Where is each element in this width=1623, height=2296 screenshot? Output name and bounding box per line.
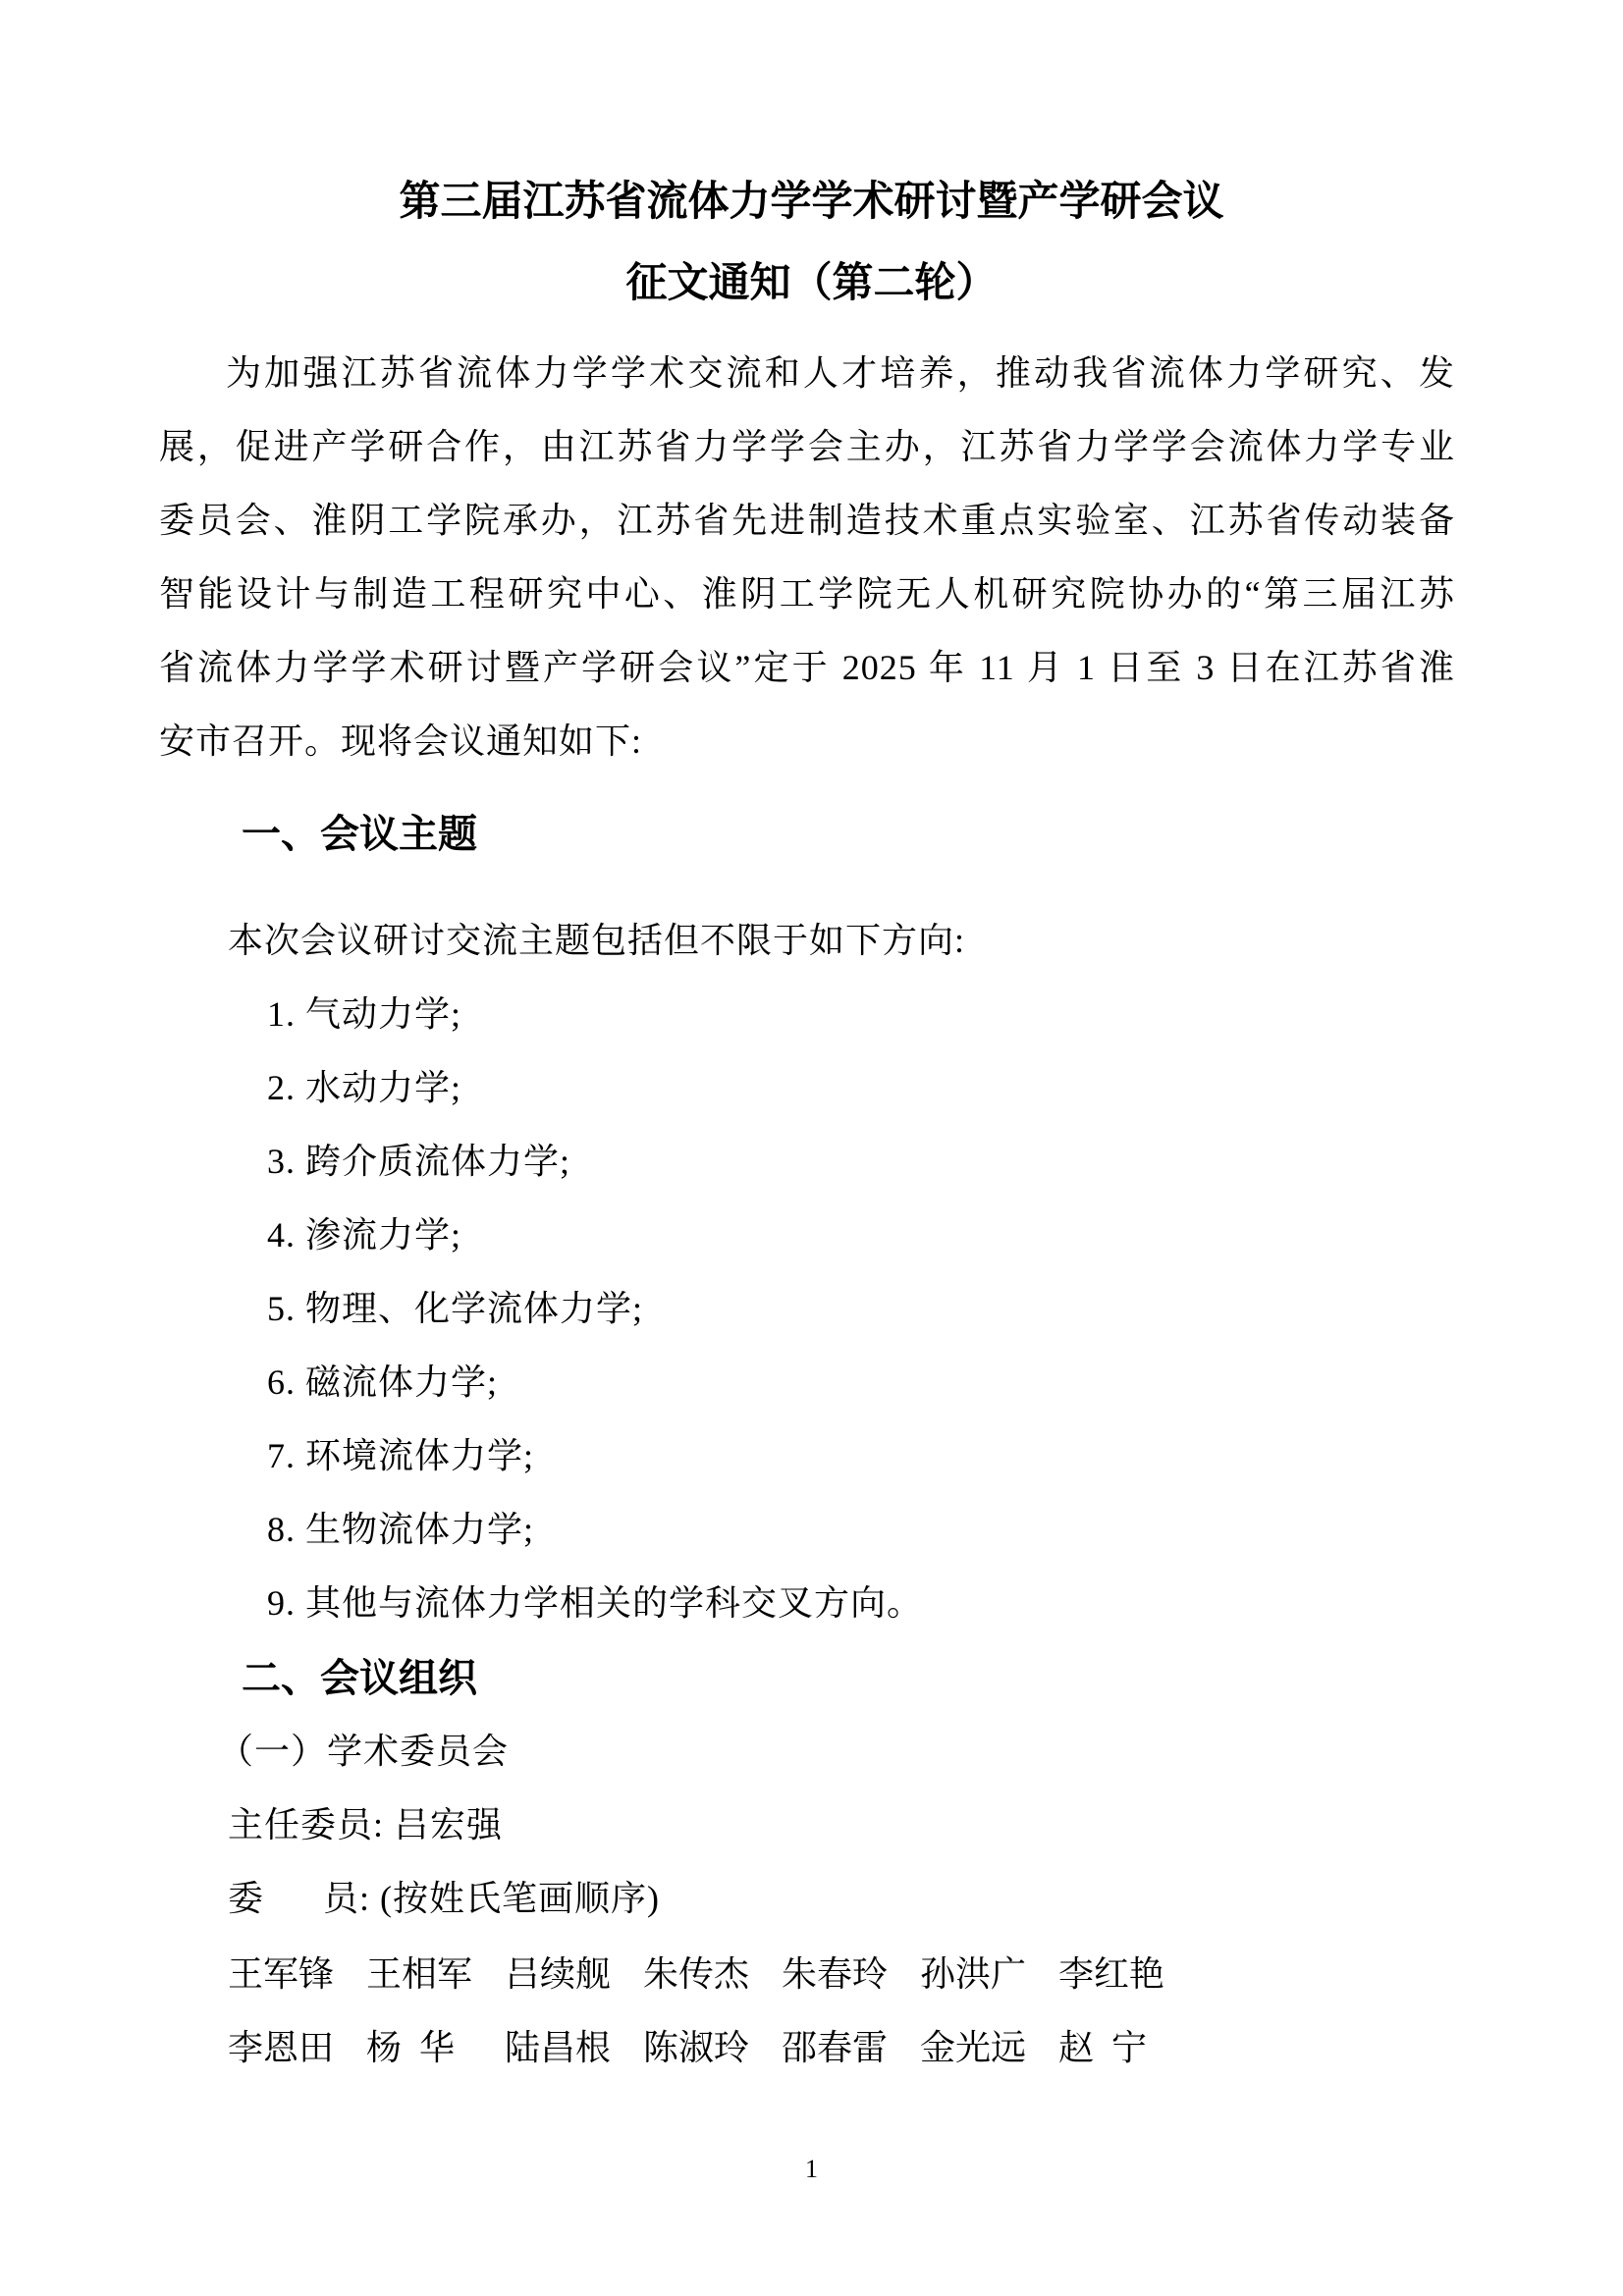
page-number: 1 (805, 2155, 818, 2183)
topics-lead: 本次会议研讨交流主题包括但不限于如下方向: (228, 921, 966, 960)
intro-line: 展，促进产学研合作，由江苏省力学学会主办，江苏省力学学会流体力学专业 (159, 427, 1455, 466)
committee-members-label: 委 员: (按姓氏笔画顺序) (228, 1879, 660, 1918)
member-name: 赵 宁 (1058, 2028, 1148, 2067)
member-name: 朱传杰 (643, 1954, 750, 1994)
topic-item: 7. 环境流体力学; (267, 1436, 535, 1475)
topic-item: 4. 渗流力学; (267, 1215, 462, 1255)
member-name: 陈淑玲 (643, 2028, 750, 2067)
intro-line: 智能设计与制造工程研究中心、淮阴工学院无人机研究院协办的“第三届江苏 (159, 574, 1455, 614)
members-row-1 (228, 1947, 1197, 1997)
member-name: 李红艳 (1058, 1954, 1165, 1994)
document-title: 第三届江苏省流体力学学术研讨暨产学研会议 (399, 177, 1224, 225)
member-name: 孙洪广 (920, 1954, 1027, 1994)
member-name: 王军锋 (228, 1954, 335, 1994)
topic-item: 8. 生物流体力学; (267, 1510, 535, 1549)
member-name: 王相军 (366, 1954, 473, 1994)
member-name: 吕续舰 (505, 1954, 612, 1994)
member-name: 邵春雷 (782, 2028, 889, 2067)
member-name: 金光远 (920, 2028, 1027, 2067)
section-heading-organization: 二、会议组织 (242, 1656, 477, 1701)
topic-item: 9. 其他与流体力学相关的学科交叉方向。 (267, 1583, 924, 1623)
intro-line: 委员会、淮阴工学院承办，江苏省先进制造技术重点实验室、江苏省传动装备 (159, 501, 1455, 540)
intro-line: 为加强江苏省流体力学学术交流和人才培养，推动我省流体力学研究、发 (226, 353, 1455, 393)
member-name: 朱春玲 (782, 1954, 889, 1994)
topic-item: 1. 气动力学; (267, 994, 462, 1034)
document-subtitle: 征文通知（第二轮） (625, 258, 998, 306)
member-name: 陆昌根 (505, 2028, 612, 2067)
section-heading-topics: 一、会议主题 (242, 812, 477, 857)
topic-item: 5. 物理、化学流体力学; (267, 1289, 644, 1328)
committee-chair: 主任委员: 吕宏强 (228, 1805, 504, 1844)
members-row-2 (228, 2020, 1197, 2070)
member-name: 李恩田 (228, 2028, 335, 2067)
intro-line: 省流体力学学术研讨暨产学研会议”定于 2025 年 11 月 1 日至 3 日在江苏省淮 (159, 648, 1455, 687)
intro-line: 安市召开。现将会议通知如下: (159, 721, 643, 761)
topic-item: 6. 磁流体力学; (267, 1362, 499, 1402)
subsection-academic-committee: （一）学术委员会 (218, 1732, 510, 1771)
topic-item: 2. 水动力学; (267, 1068, 462, 1107)
member-name: 杨 华 (366, 2028, 456, 2067)
topic-item: 3. 跨介质流体力学; (267, 1142, 571, 1181)
